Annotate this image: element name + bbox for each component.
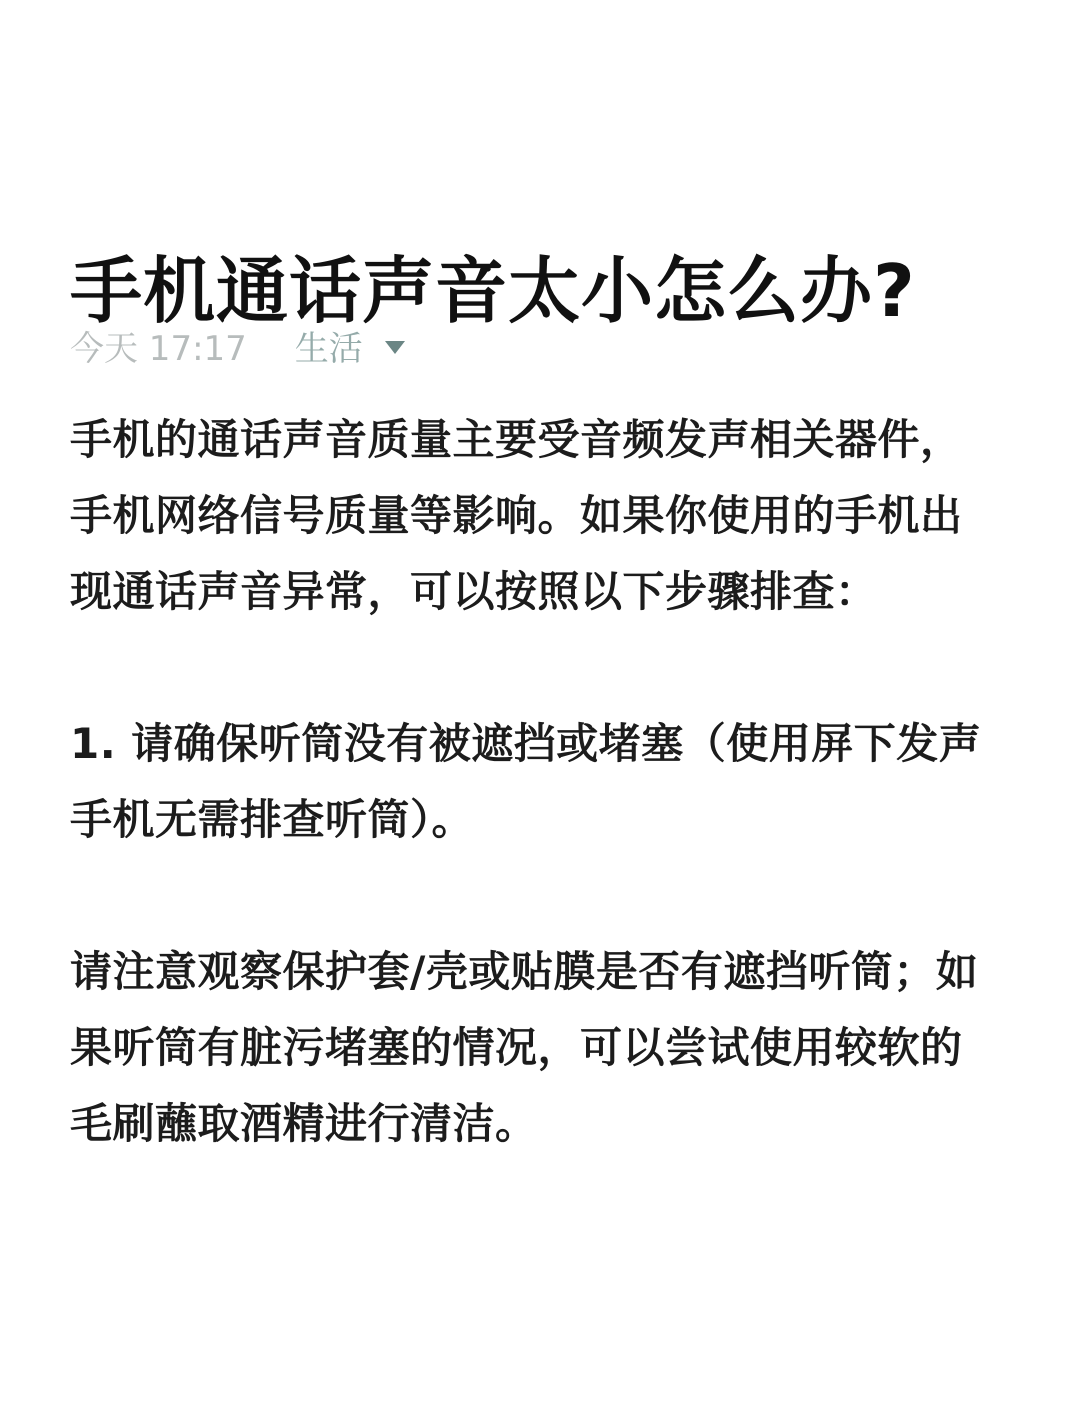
article-body: [70, 402, 1000, 1162]
article-title: 手机通话声音太小怎么办?: [70, 249, 916, 334]
caret-down-icon[interactable]: [385, 341, 405, 354]
paragraph-step-1: 1. 请确保听筒没有被遮挡或堵塞（使用屏下发声手机无需排查听筒）。: [70, 719, 982, 844]
category-label: 生活: [294, 328, 363, 369]
paragraph-step-1-detail: 请注意观察保护套/壳或贴膜是否有遮挡听筒；如果听筒有脏污堵塞的情况，可以尝试使用较软的毛刷蘸取酒精进行清洁。: [70, 947, 979, 1148]
article-meta: [70, 322, 405, 368]
publish-time: 今天 17:17: [70, 328, 247, 369]
category-selector[interactable]: [295, 321, 405, 370]
paragraph-intro: 手机的通话声音质量主要受音频发声相关器件，手机网络信号质量等影响。如果你使用的手机出现通话声音异常，可以按照以下步骤排查：: [70, 415, 963, 616]
